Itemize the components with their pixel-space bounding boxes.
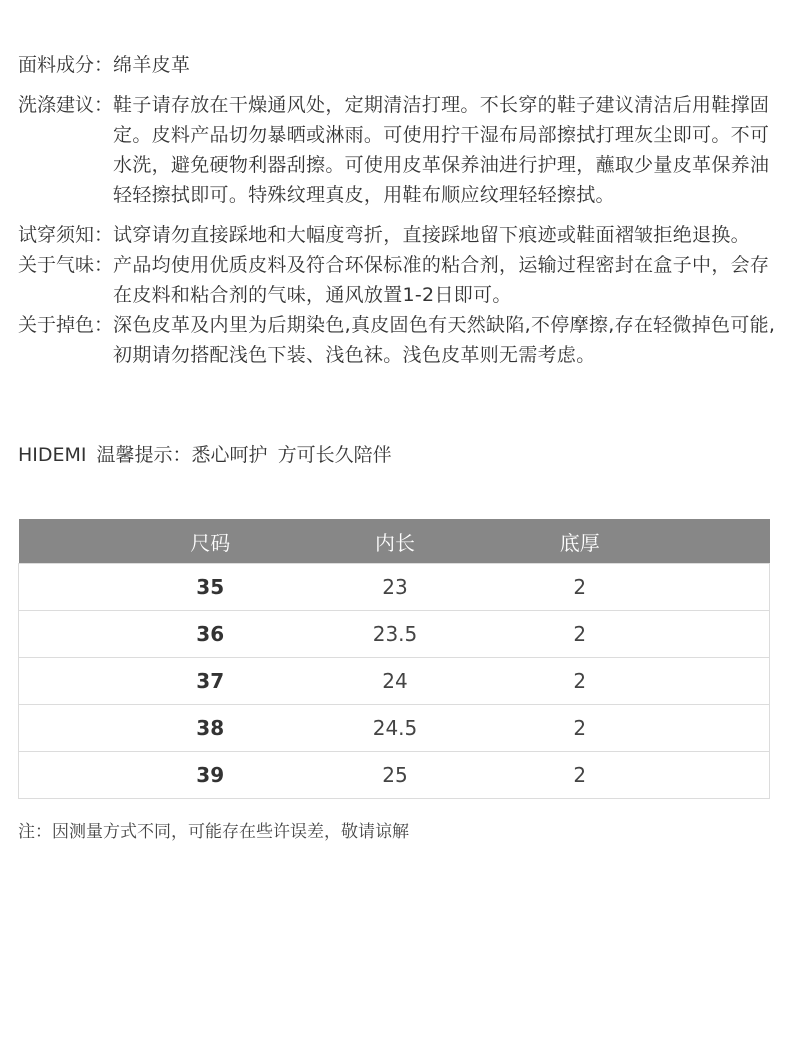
tip-part1: 悉心呵护 bbox=[191, 444, 268, 466]
cell-sole-thickness: 2 bbox=[488, 705, 672, 752]
row-lead bbox=[19, 658, 119, 705]
header-lead bbox=[19, 519, 119, 564]
tip-part2: 方可长久陪伴 bbox=[277, 444, 392, 466]
size-table-header bbox=[19, 519, 770, 564]
washing-label: 洗涤建议： bbox=[18, 94, 114, 116]
brand-name: HIDEMI bbox=[18, 444, 87, 466]
table-row bbox=[19, 752, 770, 799]
cell-inner-length: 23.5 bbox=[302, 611, 488, 658]
cell-size: 35 bbox=[118, 564, 302, 611]
row-tail bbox=[672, 752, 770, 799]
row-tail bbox=[672, 611, 770, 658]
row-tail bbox=[672, 564, 770, 611]
cell-inner-length: 24.5 bbox=[302, 705, 488, 752]
tryon-label: 试穿须知： bbox=[18, 224, 114, 246]
size-table-body bbox=[19, 564, 770, 799]
header-size: 尺码 bbox=[118, 519, 302, 564]
table-row bbox=[19, 658, 770, 705]
material-label: 面料成分： bbox=[18, 54, 114, 76]
table-row bbox=[19, 564, 770, 611]
cell-size: 38 bbox=[118, 705, 302, 752]
row-lead bbox=[19, 564, 119, 611]
cell-inner-length: 23 bbox=[302, 564, 488, 611]
material-value: 绵羊皮革 bbox=[113, 54, 191, 76]
care-info-section bbox=[18, 50, 778, 370]
table-row bbox=[19, 705, 770, 752]
odor-row bbox=[18, 250, 778, 310]
cell-size: 36 bbox=[118, 611, 302, 658]
odor-label: 关于气味： bbox=[18, 254, 114, 276]
cell-size: 39 bbox=[118, 752, 302, 799]
row-tail bbox=[672, 705, 770, 752]
fading-label: 关于掉色： bbox=[18, 314, 114, 336]
cell-size: 37 bbox=[118, 658, 302, 705]
tryon-row bbox=[18, 220, 778, 250]
fading-row bbox=[18, 310, 778, 370]
odor-value: 产品均使用优质皮料及符合环保标准的粘合剂，运输过程密封在盒子中，会存在皮料和粘合剂的气味，通风放置1-2日即可。 bbox=[113, 254, 770, 306]
row-lead bbox=[19, 611, 119, 658]
cell-sole-thickness: 2 bbox=[488, 611, 672, 658]
header-inner-length: 内长 bbox=[302, 519, 488, 564]
cell-inner-length: 25 bbox=[302, 752, 488, 799]
cell-inner-length: 24 bbox=[302, 658, 488, 705]
cell-sole-thickness: 2 bbox=[488, 564, 672, 611]
header-tail bbox=[672, 519, 770, 564]
row-lead bbox=[19, 752, 119, 799]
cell-sole-thickness: 2 bbox=[488, 658, 672, 705]
header-sole-thickness: 底厚 bbox=[488, 519, 672, 564]
washing-row bbox=[18, 90, 778, 210]
cell-sole-thickness: 2 bbox=[488, 752, 672, 799]
measurement-note: 注：因测量方式不同，可能存在些许误差，敬请谅解 bbox=[18, 822, 409, 842]
care-tip bbox=[18, 440, 392, 470]
washing-value: 鞋子请存放在干燥通风处，定期清洁打理。不长穿的鞋子建议清洁后用鞋撑固定。皮料产品切勿暴晒或淋雨。可使用拧干湿布局部擦拭打理灰尘即可。不可水洗，避免硬物利器刮擦。可使用皮革保养油进行护理，蘸取少量皮革保养油轻轻擦拭即可。特殊纹理真皮，用鞋布顺应纹理轻轻擦拭。 bbox=[113, 94, 770, 206]
tip-label: 温馨提示： bbox=[96, 444, 192, 466]
size-table bbox=[18, 519, 770, 799]
tryon-value: 试穿请勿直接踩地和大幅度弯折，直接踩地留下痕迹或鞋面褶皱拒绝退换。 bbox=[113, 224, 750, 246]
fading-value: 深色皮革及内里为后期染色,真皮固色有天然缺陷,不停摩擦,存在轻微掉色可能,初期请勿搭配浅色下装、浅色袜。浅色皮革则无需考虑。 bbox=[113, 314, 776, 366]
table-row bbox=[19, 611, 770, 658]
row-lead bbox=[19, 705, 119, 752]
material-row bbox=[18, 50, 778, 80]
row-tail bbox=[672, 658, 770, 705]
